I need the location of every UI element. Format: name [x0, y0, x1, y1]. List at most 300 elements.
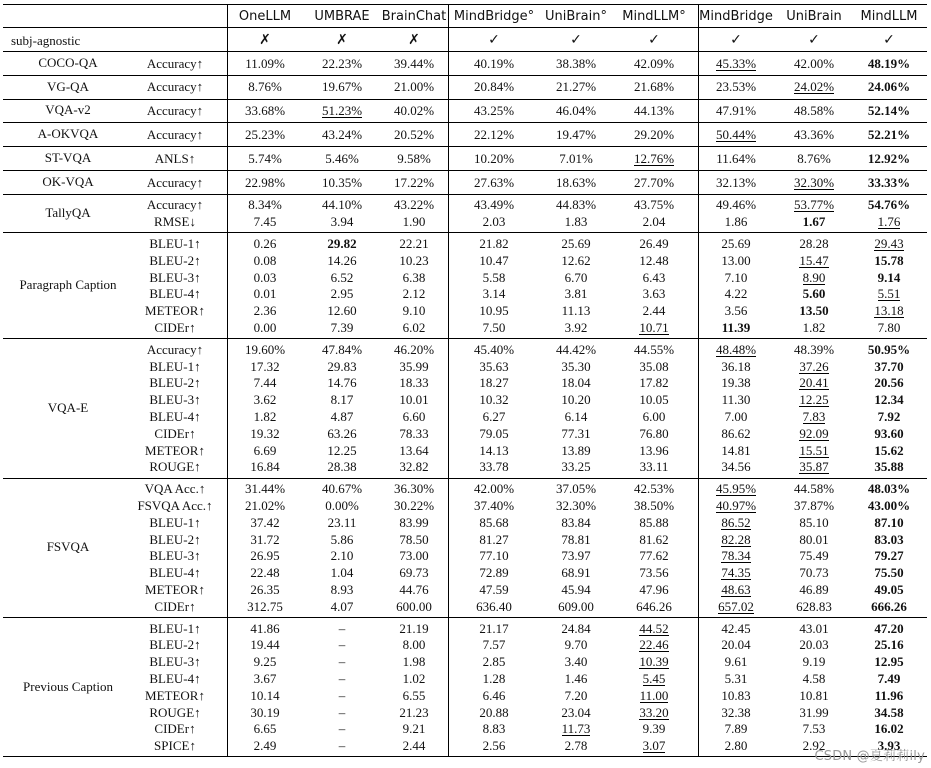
- table-cell: 14.76: [327, 375, 357, 391]
- table-cell: 33.68%: [244, 103, 286, 119]
- column-header-8: MindLLM: [860, 9, 918, 24]
- table-cell: [617, 653, 691, 670]
- table-cell: –: [338, 620, 346, 636]
- table-cell: 44.58%: [793, 481, 835, 497]
- table-cell: 48.58%: [793, 103, 835, 119]
- metric-label: METEOR↑: [145, 303, 205, 319]
- table-cell: 3.14: [482, 286, 506, 302]
- table-cell: 38.50%: [633, 497, 675, 513]
- table-cell: 15.62: [874, 442, 904, 458]
- table-cell: 31.99: [799, 704, 829, 720]
- table-cell: 42.00%: [793, 55, 835, 71]
- table-cell: [852, 302, 926, 319]
- table-cell: 47.84%: [321, 341, 363, 357]
- table-cell: 3.81: [564, 286, 588, 302]
- check-icon: ✓: [808, 32, 820, 48]
- metric-label: ROUGE↑: [149, 459, 201, 475]
- metric-label: CIDEr↑: [154, 425, 196, 441]
- table-cell: 46.04%: [555, 103, 597, 119]
- table-cell: 666.26: [871, 598, 907, 614]
- table-cell: 5.31: [724, 670, 748, 686]
- table-cell: 28.38: [327, 459, 357, 475]
- table-cell: 44.83%: [555, 197, 597, 213]
- table-cell-text: 48.48%: [715, 341, 757, 357]
- table-cell: 83.03: [874, 531, 904, 547]
- table-cell: 32.13%: [715, 174, 757, 190]
- metric-label: Accuracy↑: [146, 341, 204, 357]
- table-cell: 26.95: [250, 548, 280, 564]
- table-cell: 22.98%: [244, 174, 286, 190]
- table-cell: 20.56: [874, 375, 904, 391]
- table-cell: 44.10%: [321, 197, 363, 213]
- table-cell: 47.20: [874, 620, 904, 636]
- table-cell: 37.40%: [473, 497, 515, 513]
- metric-label: METEOR↑: [145, 687, 205, 703]
- table-cell: 10.32: [479, 392, 509, 408]
- table-cell: 29.20%: [633, 126, 675, 142]
- table-cell: 6.00: [642, 408, 666, 424]
- table-cell: 86.62: [721, 425, 751, 441]
- table-cell: 79.27: [874, 548, 904, 564]
- table-cell: 23.11: [327, 514, 357, 530]
- table-cell: 85.88: [639, 514, 669, 530]
- metric-label: METEOR↑: [145, 442, 205, 458]
- column-header-1: UMBRAE: [314, 9, 370, 24]
- metric-label: BLEU-4↑: [149, 408, 201, 424]
- group-label: Paragraph Caption: [19, 277, 117, 293]
- table-cell: 8.34%: [248, 197, 282, 213]
- table-cell: 83.84: [561, 514, 591, 530]
- table-cell: 33.78: [479, 459, 509, 475]
- table-cell: 26.35: [250, 581, 280, 597]
- table-cell: 38.38%: [555, 55, 597, 71]
- table-cell: 75.50: [874, 565, 904, 581]
- table-cell: 42.45: [721, 620, 751, 636]
- table-cell: 7.00: [724, 408, 748, 424]
- table-cell: 19.67%: [321, 79, 363, 95]
- table-cell: [699, 531, 773, 548]
- table-cell: 73.00: [399, 548, 429, 564]
- row-divider: [3, 478, 927, 479]
- table-cell: 6.70: [564, 269, 588, 285]
- table-cell: 0.00%: [325, 497, 359, 513]
- table-cell: 8.93: [330, 581, 354, 597]
- table-cell: [699, 547, 773, 564]
- check-icon: ✓: [883, 32, 895, 48]
- table-cell: 85.68: [479, 514, 509, 530]
- table-cell: 1.46: [564, 670, 588, 686]
- table-cell: 33.25: [561, 459, 591, 475]
- table-cell: 33.11: [639, 459, 669, 475]
- table-cell: 11.39: [721, 319, 751, 335]
- table-cell: 2.12: [402, 286, 426, 302]
- table-cell: [699, 55, 773, 72]
- table-cell: 6.55: [402, 687, 426, 703]
- table-cell: 35.30: [561, 358, 591, 374]
- table-cell: 4.22: [724, 286, 748, 302]
- table-cell: 43.24%: [321, 126, 363, 142]
- table-cell: 43.75%: [633, 197, 675, 213]
- table-cell: 11.30: [721, 392, 751, 408]
- check-icon: ✓: [648, 32, 660, 48]
- table-cell: 6.27: [482, 408, 506, 424]
- table-cell: [852, 213, 926, 230]
- table-cell: [777, 458, 851, 475]
- table-cell: 20.52%: [393, 126, 435, 142]
- column-header-6: MindBridge: [699, 9, 773, 24]
- table-cell-text: 10.39: [639, 654, 669, 670]
- table-cell: 46.20%: [393, 341, 435, 357]
- table-cell: 609.00: [558, 598, 594, 614]
- table-cell-text: 15.47: [799, 252, 829, 268]
- table-cell: 43.36%: [793, 126, 835, 142]
- group-label: VG-QA: [47, 78, 89, 94]
- table-cell: 12.92%: [867, 150, 911, 166]
- table-cell: 2.85: [482, 654, 506, 670]
- table-cell-text: 37.26: [799, 358, 829, 374]
- table-cell: 72.89: [479, 565, 509, 581]
- table-cell: 19.44: [250, 637, 280, 653]
- table-cell: 7.44: [253, 375, 277, 391]
- cross-icon: ✗: [408, 32, 420, 48]
- table-cell: [777, 442, 851, 459]
- table-cell: [699, 514, 773, 531]
- table-cell: 25.69: [721, 235, 751, 251]
- table-cell: 20.03: [799, 637, 829, 653]
- table-cell-text: 29.43: [874, 235, 904, 251]
- metric-label: BLEU-4↑: [149, 286, 201, 302]
- table-cell: 80.01: [799, 531, 829, 547]
- table-cell: 36.30%: [393, 481, 435, 497]
- column-header-0: OneLLM: [238, 9, 292, 24]
- metric-label: BLEU-4↑: [149, 670, 201, 686]
- table-cell: 12.34: [874, 392, 904, 408]
- column-header-4: UniBrain°: [545, 9, 607, 24]
- table-cell: 3.56: [724, 303, 748, 319]
- table-cell: 5.74%: [248, 150, 282, 166]
- table-cell: 77.62: [639, 548, 669, 564]
- table-cell: 6.38: [402, 269, 426, 285]
- group-label: VQA-E: [47, 399, 89, 415]
- table-cell-text: 8.90: [802, 269, 826, 285]
- table-cell: 8.76%: [248, 79, 282, 95]
- group-label: FSVQA: [46, 539, 90, 555]
- table-cell: 10.47: [479, 252, 509, 268]
- row-divider: [3, 27, 927, 28]
- table-cell: 47.91%: [715, 103, 757, 119]
- table-cell: 6.69: [253, 442, 277, 458]
- table-cell: [777, 78, 851, 95]
- table-cell-text: 24.02%: [793, 79, 835, 95]
- table-cell: 35.88: [874, 459, 904, 475]
- table-cell: 14.13: [479, 442, 509, 458]
- table-cell-text: 45.33%: [715, 55, 757, 71]
- table-cell: 1.28: [482, 670, 506, 686]
- table-cell: 10.20: [561, 392, 591, 408]
- results-table: [3, 4, 927, 764]
- table-cell: [699, 497, 773, 514]
- table-cell: 9.70: [564, 637, 588, 653]
- table-cell: 22.12%: [473, 126, 515, 142]
- table-cell: 628.83: [796, 598, 832, 614]
- table-cell: 31.72: [250, 531, 280, 547]
- table-cell: 40.19%: [473, 55, 515, 71]
- table-cell: 75.49: [799, 548, 829, 564]
- table-cell: 9.14: [877, 269, 901, 285]
- table-cell: 37.87%: [793, 497, 835, 513]
- table-cell: 19.47%: [555, 126, 597, 142]
- table-cell: 29.83: [327, 358, 357, 374]
- table-cell: 3.40: [564, 654, 588, 670]
- table-cell: 1.02: [402, 670, 426, 686]
- table-cell: 2.78: [564, 738, 588, 754]
- table-cell-text: 10.71: [639, 319, 669, 335]
- table-cell: 34.56: [721, 459, 751, 475]
- table-cell-text: 40.97%: [715, 497, 757, 513]
- metric-label: Accuracy↑: [146, 55, 204, 71]
- metric-label: Accuracy↑: [146, 103, 204, 119]
- table-cell: 30.19: [250, 704, 280, 720]
- table-cell-text: 92.09: [799, 425, 829, 441]
- table-cell: 24.84: [561, 620, 591, 636]
- table-cell: 7.80: [877, 319, 901, 335]
- metric-label: BLEU-1↑: [149, 514, 201, 530]
- table-cell: 2.95: [330, 286, 354, 302]
- table-cell: 21.00%: [393, 79, 435, 95]
- table-cell-text: 82.28: [721, 531, 751, 547]
- table-cell: [777, 174, 851, 191]
- table-cell: –: [338, 670, 346, 686]
- table-cell: 35.08: [639, 358, 669, 374]
- metric-label: SPICE↑: [154, 738, 196, 754]
- table-cell: 19.60%: [244, 341, 286, 357]
- row-divider: [3, 338, 927, 339]
- table-cell-text: 657.02: [718, 598, 754, 614]
- table-cell: 47.96: [639, 581, 669, 597]
- table-cell: 0.08: [253, 252, 277, 268]
- table-cell: 10.14: [250, 687, 280, 703]
- column-divider: [698, 4, 699, 756]
- table-cell: 2.44: [402, 738, 426, 754]
- table-cell: 44.76: [399, 581, 429, 597]
- table-cell: 9.19: [802, 654, 826, 670]
- metric-label: BLEU-2↑: [149, 375, 201, 391]
- table-cell: 77.10: [479, 548, 509, 564]
- table-cell: 6.60: [402, 408, 426, 424]
- metric-label: CIDEr↑: [154, 598, 196, 614]
- table-cell: 11.13: [561, 303, 591, 319]
- table-cell: 6.65: [253, 721, 277, 737]
- table-cell: [617, 737, 691, 754]
- cross-icon: ✗: [259, 32, 271, 48]
- check-icon: ✓: [570, 32, 582, 48]
- table-cell: 54.76%: [867, 197, 911, 213]
- table-cell: [617, 687, 691, 704]
- table-cell-text: 35.87: [799, 459, 829, 475]
- table-cell: 7.39: [330, 319, 354, 335]
- metric-label: ANLS↑: [154, 150, 196, 166]
- table-cell-text: 74.35: [721, 565, 751, 581]
- table-cell-text: 33.20: [639, 704, 669, 720]
- cross-icon: ✗: [336, 32, 348, 48]
- table-cell: 12.25: [327, 442, 357, 458]
- table-cell: 63.26: [327, 425, 357, 441]
- table-cell: 4.07: [330, 598, 354, 614]
- row-divider: [3, 756, 927, 757]
- column-divider: [448, 4, 449, 756]
- table-cell: 21.02%: [244, 497, 286, 513]
- table-cell: 5.60: [802, 286, 826, 302]
- table-cell: 85.10: [799, 514, 829, 530]
- table-cell: 2.80: [724, 738, 748, 754]
- table-cell: 2.56: [482, 738, 506, 754]
- table-cell: 1.82: [253, 408, 277, 424]
- metric-label: Accuracy↑: [146, 174, 204, 190]
- table-cell: 39.44%: [393, 55, 435, 71]
- table-cell: 50.95%: [867, 341, 911, 357]
- table-cell: –: [338, 687, 346, 703]
- table-cell: [777, 374, 851, 391]
- table-cell-text: 22.46: [639, 637, 669, 653]
- row-divider: [3, 194, 927, 195]
- table-cell: –: [338, 738, 346, 754]
- table-cell: 5.46%: [325, 150, 359, 166]
- table-cell: 36.18: [721, 358, 751, 374]
- table-cell: 43.22%: [393, 197, 435, 213]
- table-cell: 10.95: [479, 303, 509, 319]
- table-cell: 3.63: [642, 286, 666, 302]
- row-divider: [3, 4, 927, 5]
- metric-label: CIDEr↑: [154, 721, 196, 737]
- table-cell-text: 5.51: [877, 286, 901, 302]
- table-cell: 43.49%: [473, 197, 515, 213]
- table-cell: 78.50: [399, 531, 429, 547]
- table-cell: 37.42: [250, 514, 280, 530]
- column-header-7: UniBrain: [786, 9, 842, 24]
- table-cell: 73.97: [561, 548, 591, 564]
- table-cell: 68.91: [561, 565, 591, 581]
- table-cell-text: 20.41: [799, 375, 829, 391]
- table-cell: 9.58%: [397, 150, 431, 166]
- table-cell: 13.00: [721, 252, 751, 268]
- table-cell-text: 11.73: [561, 721, 591, 737]
- metric-label: BLEU-3↑: [149, 269, 201, 285]
- table-cell: 13.64: [399, 442, 429, 458]
- metric-label: Accuracy↑: [146, 79, 204, 95]
- table-cell: 25.23%: [244, 126, 286, 142]
- group-label: ST-VQA: [44, 150, 92, 166]
- metric-label: CIDEr↑: [154, 319, 196, 335]
- table-cell: [699, 564, 773, 581]
- table-cell: 5.86: [330, 531, 354, 547]
- table-cell: 9.21: [402, 721, 426, 737]
- table-cell: 21.17: [479, 620, 509, 636]
- table-cell: [617, 670, 691, 687]
- metric-label: BLEU-1↑: [149, 358, 201, 374]
- table-cell-text: 44.52: [639, 620, 669, 636]
- table-cell-text: 1.76: [877, 214, 901, 230]
- table-cell: 26.49: [639, 235, 669, 251]
- table-cell: 1.98: [402, 654, 426, 670]
- table-cell: 21.27%: [555, 79, 597, 95]
- table-cell: 48.19%: [867, 55, 911, 71]
- column-header-3: MindBridge°: [453, 9, 535, 24]
- table-cell: 2.36: [253, 303, 277, 319]
- table-cell: 16.02: [874, 721, 904, 737]
- table-cell: 79.05: [479, 425, 509, 441]
- table-cell: 35.63: [479, 358, 509, 374]
- table-cell: 0.01: [253, 286, 277, 302]
- table-cell-text: 3.07: [642, 738, 666, 754]
- table-cell: 32.30%: [555, 497, 597, 513]
- table-cell: [777, 358, 851, 375]
- table-cell: 8.83: [482, 721, 506, 737]
- table-cell: 0.00: [253, 319, 277, 335]
- table-cell: 8.76%: [797, 150, 831, 166]
- table-cell: –: [338, 654, 346, 670]
- table-cell: 28.28: [799, 235, 829, 251]
- table-cell: 76.80: [639, 425, 669, 441]
- table-cell: 1.83: [564, 214, 588, 230]
- table-cell: [617, 704, 691, 721]
- table-cell: 78.81: [561, 531, 591, 547]
- table-cell: 30.22%: [393, 497, 435, 513]
- metric-label: BLEU-3↑: [149, 654, 201, 670]
- group-label: A-OKVQA: [37, 126, 99, 142]
- table-cell: 40.67%: [321, 481, 363, 497]
- table-cell: 18.63%: [555, 174, 597, 190]
- group-label: Previous Caption: [23, 678, 113, 694]
- table-cell: 81.62: [639, 531, 669, 547]
- table-cell: 8.17: [330, 392, 354, 408]
- table-cell: [777, 196, 851, 213]
- table-cell: 14.26: [327, 252, 357, 268]
- table-cell: 25.16: [874, 637, 904, 653]
- table-cell: [777, 408, 851, 425]
- table-cell: 12.62: [561, 252, 591, 268]
- row-divider: [3, 51, 927, 52]
- table-cell: 44.42%: [555, 341, 597, 357]
- table-cell-text: 51.23%: [321, 103, 363, 119]
- table-cell: 23.53%: [715, 79, 757, 95]
- table-cell: 24.06%: [867, 79, 911, 95]
- table-cell: 6.02: [402, 319, 426, 335]
- table-cell: [617, 636, 691, 653]
- table-cell: 73.56: [639, 565, 669, 581]
- table-cell: 34.58: [874, 704, 904, 720]
- row-divider: [3, 122, 927, 123]
- row-divider: [3, 75, 927, 76]
- table-cell: 636.40: [476, 598, 512, 614]
- table-cell: 77.31: [561, 425, 591, 441]
- row-divider: [3, 617, 927, 618]
- table-cell: [852, 235, 926, 252]
- table-cell: 19.38: [721, 375, 751, 391]
- table-cell: 37.70: [874, 358, 904, 374]
- table-cell: 7.10: [724, 269, 748, 285]
- table-cell: 7.53: [802, 721, 826, 737]
- table-cell: 19.32: [250, 425, 280, 441]
- table-cell: 17.82: [639, 375, 669, 391]
- table-cell: 3.62: [253, 392, 277, 408]
- table-cell: 6.14: [564, 408, 588, 424]
- table-cell: 0.26: [253, 235, 277, 251]
- table-cell: 3.93: [877, 738, 901, 754]
- table-cell: 31.44%: [244, 481, 286, 497]
- table-cell-text: 78.34: [721, 548, 751, 564]
- metric-label: ROUGE↑: [149, 704, 201, 720]
- table-cell-text: 13.18: [874, 303, 904, 319]
